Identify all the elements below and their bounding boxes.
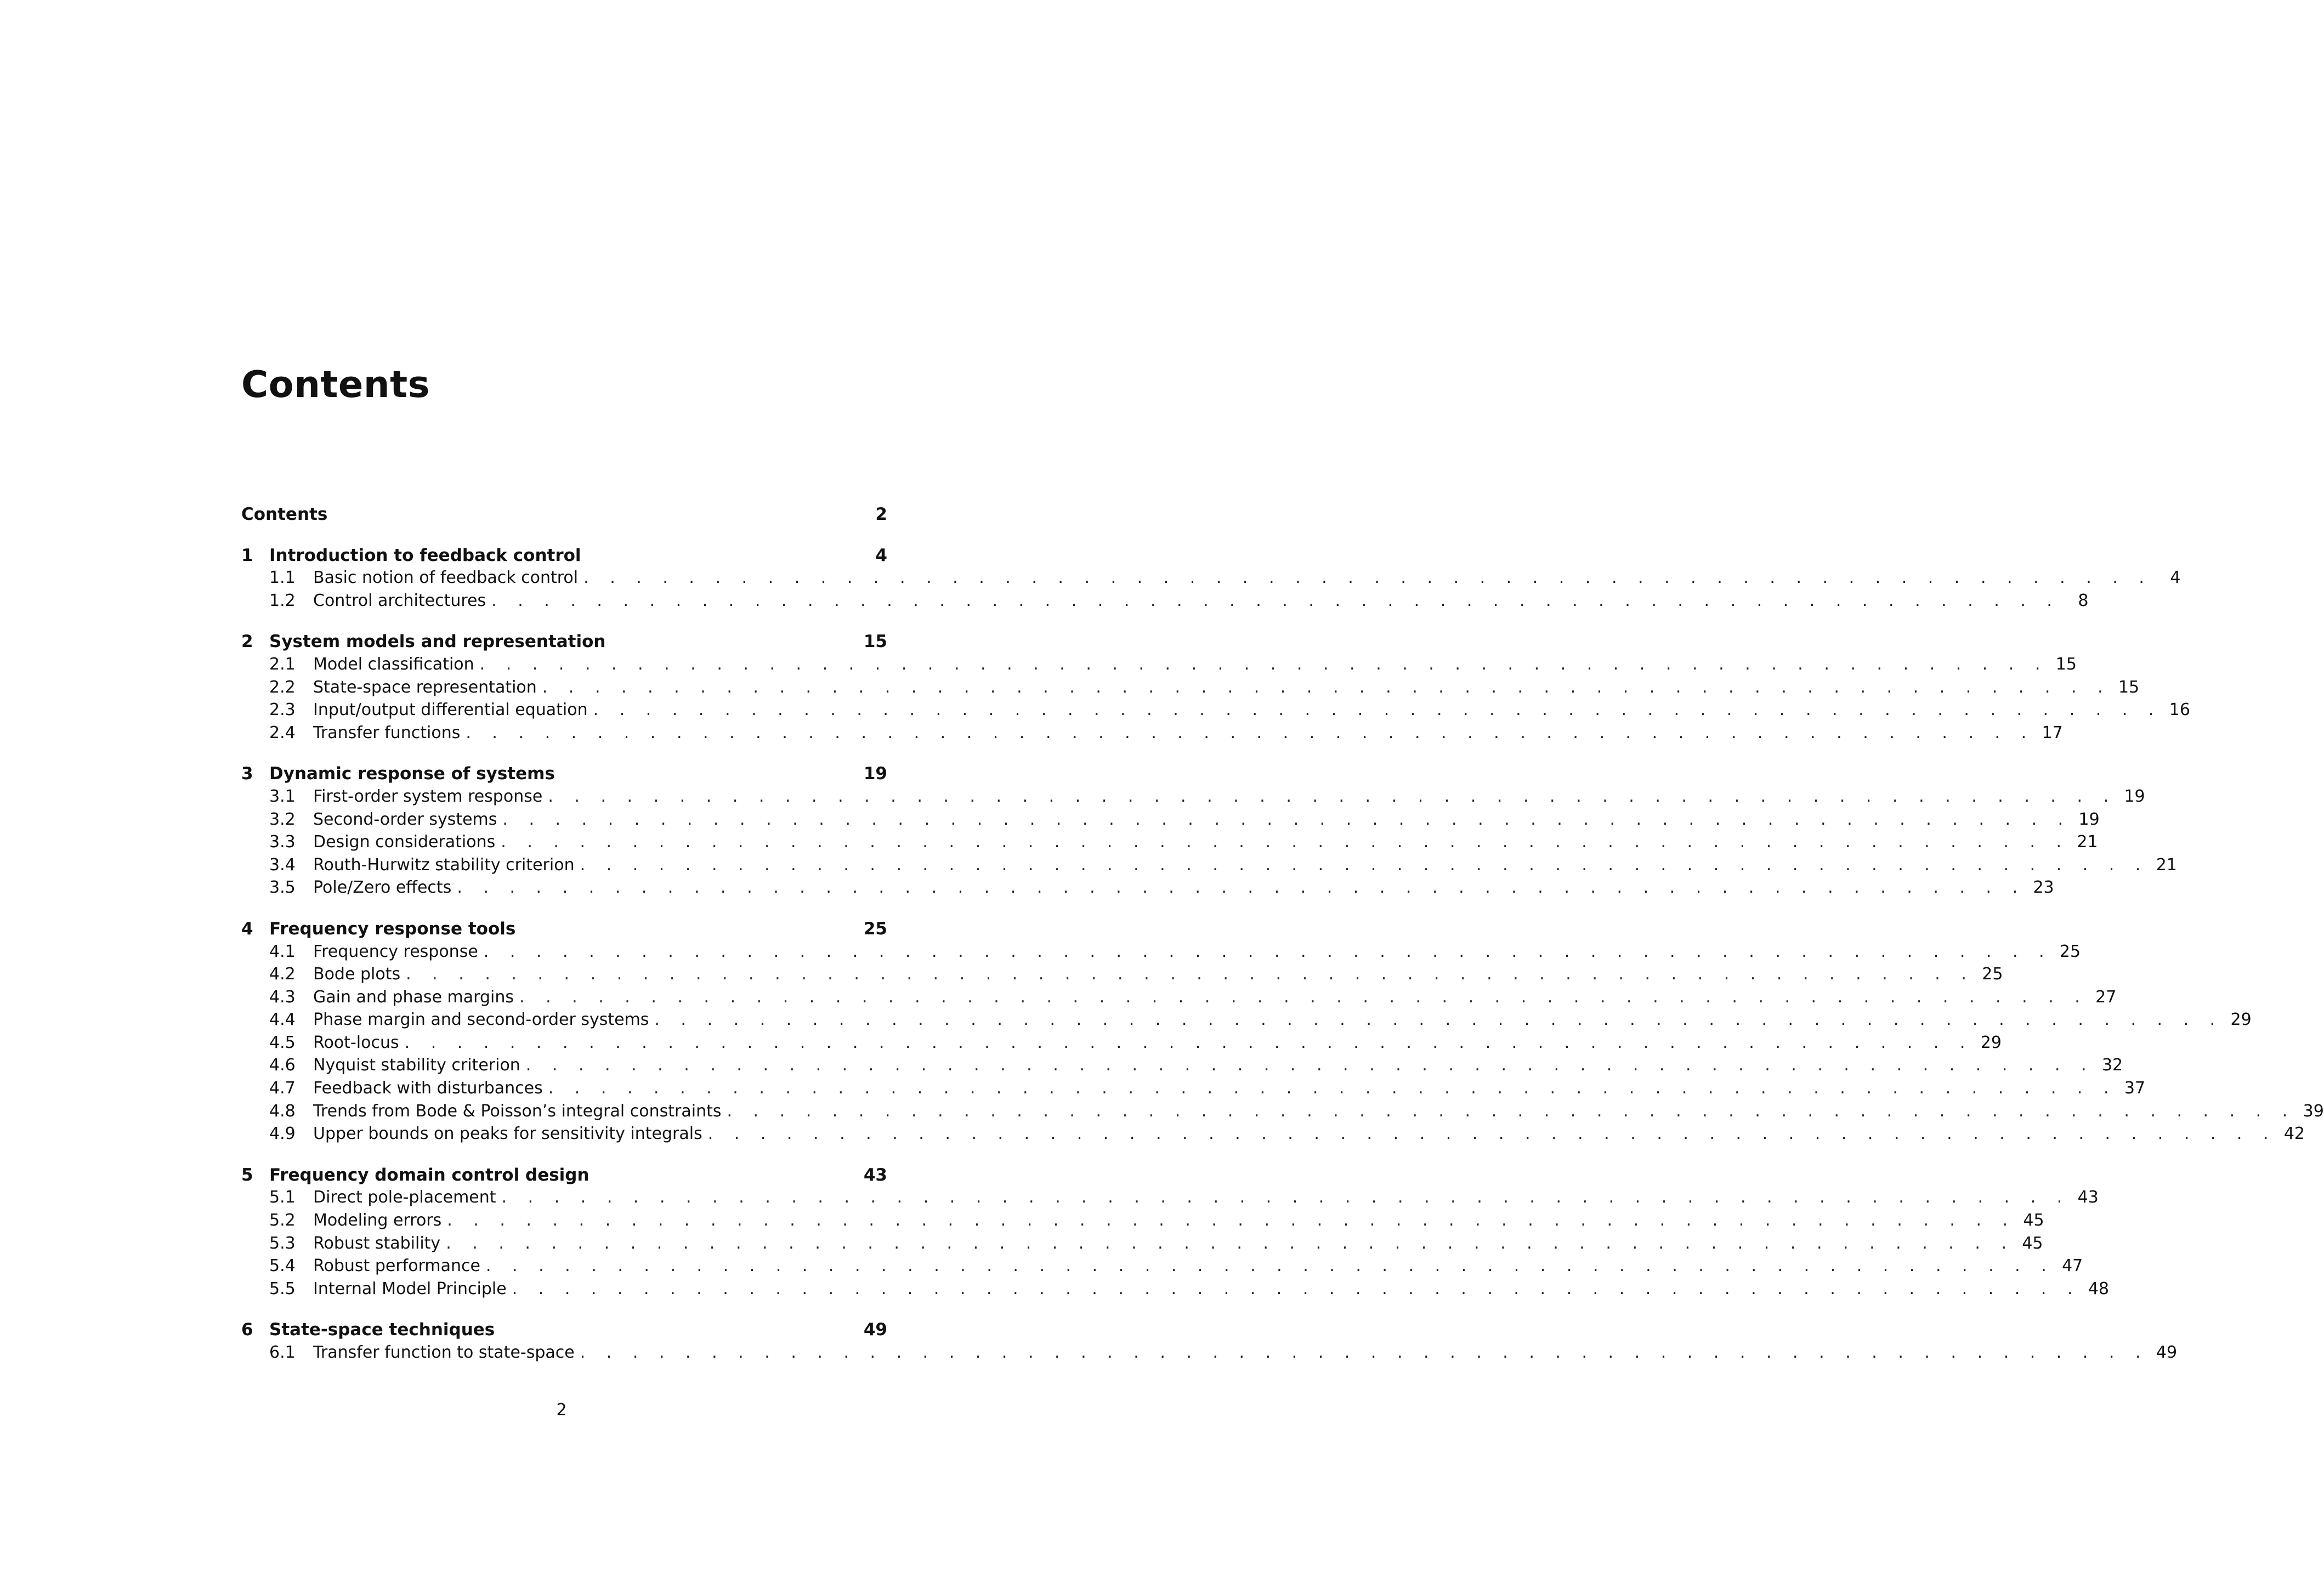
toc-chapter-entry[interactable]	[241, 919, 887, 942]
toc-section-title: Control architectures	[313, 591, 486, 610]
toc-chapter-entry[interactable]	[241, 1320, 887, 1343]
toc-leader-dots: . . . . . . . . . . . . . . . . . . . . . . . . . . . . . . . . . . . . . . . . . . . . . . . . . . . . . . . . . . . .	[485, 1256, 2055, 1276]
toc-section-entry[interactable]	[241, 1343, 2178, 1366]
toc-section-title: Transfer function to state-space	[313, 1343, 575, 1362]
toc-section-title: Nyquist stability criterion	[313, 1056, 520, 1075]
toc-chapter-title: Frequency domain control design	[269, 1165, 589, 1185]
toc-section-number: 2.1	[269, 654, 296, 674]
toc-leader-dots: . . . . . . . . . . . . . . . . . . . . . . . . . . . . . . . . . . . . . . . . . . . . . . . . . . . . . . . . . . . .	[512, 1279, 2081, 1298]
toc-section-entry[interactable]	[241, 654, 2077, 678]
toc-leader-dots: . . . . . . . . . . . . . . . . . . . . . . . . . . . . . . . . . . . . . . . . . . . . . . . . . . . . . . . . . . . .	[466, 723, 2034, 742]
toc-section-number: 2.4	[269, 723, 296, 742]
table-of-contents	[241, 504, 2324, 1366]
toc-section-entry[interactable]	[241, 1188, 2099, 1211]
toc-section-number: 3.5	[269, 878, 296, 898]
toc-chapter-entry[interactable]	[241, 764, 887, 787]
toc-chapter-number: 5	[241, 1165, 253, 1185]
toc-leader-dots: . . . . . . . . . . . . . . . . . . . . . . . . . . . . . . . . . . . . . . . . . . . . . . . . . . . . . . . . . . . .	[491, 591, 2060, 610]
toc-section-page: 17	[2042, 723, 2063, 742]
toc-section-title: Model classification	[313, 654, 474, 674]
toc-section-entry[interactable]	[241, 855, 2177, 878]
toc-gap	[241, 1302, 887, 1320]
toc-chapter-entry[interactable]	[241, 1165, 887, 1188]
toc-chapter-title: Frequency response tools	[269, 918, 516, 939]
toc-section-page: 39	[2303, 1101, 2324, 1121]
toc-section-number: 2.2	[269, 677, 296, 697]
toc-leader-dots: . . . . . . . . . . . . . . . . . . . . . . . . . . . . . . . . . . . . . . . . . . . . . . . . . . . . . . . . . . . .	[525, 1056, 2095, 1075]
toc-leader-dots: . . . . . . . . . . . . . . . . . . . . . . . . . . . . . . . . . . . . . . . . . . . . . . . . . . . . . . . . . . . .	[406, 965, 1975, 984]
toc-leader-dots: . . . . . . . . . . . . . . . . . . . . . . . . . . . . . . . . . . . . . . . . . . . . . . . . . . . . . . . . . . . .	[479, 654, 2048, 674]
toc-section-title: Robust performance	[313, 1256, 480, 1276]
toc-leader-dots: . . . . . . . . . . . . . . . . . . . . . . . . . . . . . . . . . . . . . . . . . . . . . . . . . . . . . . . . . . . .	[501, 1188, 2070, 1207]
toc-section-title: Phase margin and second-order systems	[313, 1010, 649, 1030]
toc-section-title: Internal Model Principle	[313, 1279, 507, 1298]
toc-section-title: First-order system response	[313, 786, 543, 806]
toc-section-title: Robust stability	[313, 1233, 441, 1253]
toc-section-number: 3.1	[269, 786, 296, 806]
toc-section-title: Routh-Hurwitz stability criterion	[313, 855, 575, 875]
toc-section-number: 3.3	[269, 832, 296, 852]
toc-chapter-number: 6	[241, 1320, 253, 1340]
toc-section-title: Bode plots	[313, 965, 401, 984]
toc-leader-dots: . . . . . . . . . . . . . . . . . . . . . . . . . . . . . . . . . . . . . . . . . . . . . . . . . . . . . . . . . . . .	[548, 1079, 2117, 1098]
toc-section-title: Gain and phase margins	[313, 987, 514, 1007]
toc-section-entry[interactable]	[241, 786, 2145, 810]
toc-chapter-number: 4	[241, 918, 253, 939]
toc-section-title: Root-locus	[313, 1033, 399, 1052]
toc-section-page: 27	[2095, 987, 2117, 1007]
toc-section-entry[interactable]	[241, 677, 2140, 701]
toc-leader-dots: . . . . . . . . . . . . . . . . . . . . . . . . . . . . . . . . . . . . . . . . . . . . . . . . . . . . . . . . . . . .	[580, 855, 2149, 875]
toc-section-page: 15	[2118, 677, 2140, 697]
toc-gap	[241, 901, 887, 919]
toc-chapter-page: 4	[875, 545, 887, 565]
toc-section-number: 5.2	[269, 1211, 296, 1230]
toc-section-page: 29	[2230, 1010, 2252, 1030]
toc-leader-dots: . . . . . . . . . . . . . . . . . . . . . . . . . . . . . . . . . . . . . . . . . . . . . . . . . . . . . . . . . . . .	[583, 568, 2152, 588]
toc-section-entry[interactable]	[241, 1256, 2083, 1279]
toc-section-number: 5.1	[269, 1188, 296, 1207]
toc-leader-dots: . . . . . . . . . . . . . . . . . . . . . . . . . . . . . . . . . . . . . . . . . . . . . . . . . . . . . . . . . . . .	[727, 1101, 2295, 1121]
toc-section-page: 25	[1982, 965, 2003, 984]
toc-section-entry[interactable]	[241, 1079, 2146, 1102]
toc-section-title: Design considerations	[313, 832, 496, 852]
toc-section-title: Basic notion of feedback control	[313, 568, 579, 588]
toc-section-title: Frequency response	[313, 942, 478, 961]
toc-entry-page: 2	[875, 504, 887, 524]
toc-section-page: 23	[2033, 878, 2054, 898]
toc-section-entry[interactable]	[241, 1211, 2044, 1234]
toc-section-page: 19	[2124, 786, 2145, 806]
toc-section-entry[interactable]	[241, 1124, 2305, 1147]
toc-gap	[241, 614, 887, 632]
toc-section-number: 4.2	[269, 965, 296, 984]
toc-leader-dots: . . . . . . . . . . . . . . . . . . . . . . . . . . . . . . . . . . . . . . . . . . . . . . . . . . . . . . . . . . . .	[502, 809, 2071, 829]
toc-section-title: Second-order systems	[313, 809, 497, 829]
toc-gap	[241, 746, 887, 764]
toc-section-entry[interactable]	[241, 1033, 2002, 1056]
toc-section-number: 4.9	[269, 1124, 296, 1144]
toc-chapter-number: 3	[241, 764, 253, 784]
toc-leader-dots: . . . . . . . . . . . . . . . . . . . . . . . . . . . . . . . . . . . . . . . . . . . . . . . . . . . . . . . . . . . .	[501, 832, 2070, 852]
toc-section-title: State-space representation	[313, 677, 537, 697]
toc-section-page: 47	[2062, 1256, 2083, 1276]
toc-chapter-page: 15	[863, 632, 887, 652]
toc-section-number: 4.7	[269, 1079, 296, 1098]
toc-section-page: 21	[2156, 855, 2177, 875]
page-number: 2	[556, 1400, 567, 1420]
toc-section-entry[interactable]	[241, 1279, 2109, 1302]
toc-section-page: 29	[1980, 1033, 2002, 1052]
toc-section-entry[interactable]	[241, 942, 2081, 965]
toc-section-entry[interactable]	[241, 987, 2117, 1011]
toc-chapter-title: System models and representation	[269, 632, 606, 652]
toc-gap	[241, 528, 887, 546]
toc-leader-dots: . . . . . . . . . . . . . . . . . . . . . . . . . . . . . . . . . . . . . . . . . . . . . . . . . . . . . . . . . . . .	[483, 942, 2053, 961]
toc-section-entry[interactable]	[241, 700, 2190, 723]
toc-section-page: 48	[2088, 1279, 2109, 1298]
toc-section-number: 5.4	[269, 1256, 296, 1276]
toc-section-number: 4.5	[269, 1033, 296, 1052]
toc-section-entry[interactable]	[241, 1233, 2043, 1257]
toc-leader-dots: . . . . . . . . . . . . . . . . . . . . . . . . . . . . . . . . . . . . . . . . . . . . . . . . . . . . . . . . . . . .	[654, 1010, 2223, 1030]
toc-leader-dots: . . . . . . . . . . . . . . . . . . . . . . . . . . . . . . . . . . . . . . . . . . . . . . . . . . . . . . . . . . . .	[548, 786, 2117, 806]
toc-section-page: 49	[2156, 1343, 2178, 1362]
toc-leader-dots: . . . . . . . . . . . . . . . . . . . . . . . . . . . . . . . . . . . . . . . . . . . . . . . . . . . . . . . . . . . .	[457, 878, 2026, 898]
toc-section-page: 32	[2101, 1056, 2123, 1075]
toc-leader-dots: . . . . . . . . . . . . . . . . . . . . . . . . . . . . . . . . . . . . . . . . . . . . . . . . . . . . . . . . . . . .	[707, 1124, 2277, 1144]
toc-section-title: Feedback with disturbances	[313, 1079, 543, 1098]
toc-section-number: 4.6	[269, 1056, 296, 1075]
toc-section-entry[interactable]	[241, 1056, 2123, 1079]
toc-chapter-title: State-space techniques	[269, 1320, 495, 1340]
toc-section-page: 19	[2078, 809, 2100, 829]
toc-section-page: 42	[2283, 1124, 2305, 1144]
toc-section-entry[interactable]	[241, 568, 2181, 591]
toc-section-number: 4.8	[269, 1101, 296, 1121]
toc-chapter-title: Introduction to feedback control	[269, 545, 581, 565]
toc-section-page: 16	[2169, 700, 2190, 720]
toc-chapter-title: Dynamic response of systems	[269, 764, 555, 784]
toc-section-entry[interactable]	[241, 965, 2003, 988]
toc-section-entry[interactable]	[241, 809, 2100, 833]
toc-chapter-page: 19	[863, 764, 887, 784]
toc-section-number: 2.3	[269, 700, 296, 720]
toc-section-page: 45	[2022, 1233, 2043, 1253]
toc-section-number: 4.1	[269, 942, 296, 961]
toc-section-page: 45	[2023, 1211, 2044, 1230]
toc-section-page: 21	[2077, 832, 2098, 852]
toc-section-entry[interactable]	[241, 591, 2089, 614]
toc-section-title: Transfer functions	[313, 723, 461, 742]
toc-section-number: 3.2	[269, 809, 296, 829]
toc-leader-dots: . . . . . . . . . . . . . . . . . . . . . . . . . . . . . . . . . . . . . . . . . . . . . . . . . . . . . . . . . . . .	[404, 1033, 1973, 1052]
toc-section-page: 15	[2055, 654, 2077, 674]
toc-leader-dots: . . . . . . . . . . . . . . . . . . . . . . . . . . . . . . . . . . . . . . . . . . . . . . . . . . . . . . . . . . . .	[447, 1211, 2016, 1230]
toc-section-entry[interactable]	[241, 878, 2054, 901]
toc-chapter-entry[interactable]	[241, 632, 887, 655]
toc-leader-dots: . . . . . . . . . . . . . . . . . . . . . . . . . . . . . . . . . . . . . . . . . . . . . . . . . . . . . . . . . . . .	[446, 1233, 2015, 1253]
toc-section-title: Trends from Bode & Poisson’s integral constraints	[313, 1101, 722, 1121]
toc-section-number: 3.4	[269, 855, 296, 875]
toc-section-page: 4	[2170, 568, 2181, 588]
toc-leader-dots: . . . . . . . . . . . . . . . . . . . . . . . . . . . . . . . . . . . . . . . . . . . . . . . . . . . . . . . . . . . .	[580, 1343, 2149, 1362]
toc-leader-dots: . . . . . . . . . . . . . . . . . . . . . . . . . . . . . . . . . . . . . . . . . . . . . . . . . . . . . . . . . . . .	[542, 677, 2111, 697]
toc-gap	[241, 1147, 887, 1165]
toc-section-number: 4.4	[269, 1010, 296, 1030]
toc-chapter-entry[interactable]	[241, 546, 887, 569]
toc-chapter-page: 43	[863, 1165, 887, 1185]
toc-section-entry[interactable]	[241, 1101, 2324, 1125]
toc-section-entry[interactable]	[241, 723, 2063, 746]
toc-section-number: 4.3	[269, 987, 296, 1007]
page-title: Contents	[241, 363, 430, 406]
toc-chapter-page: 49	[863, 1320, 887, 1340]
toc-contents-entry[interactable]	[241, 504, 887, 528]
toc-entry-title: Contents	[241, 504, 328, 524]
toc-section-title: Upper bounds on peaks for sensitivity integrals	[313, 1124, 702, 1144]
toc-chapter-number: 1	[241, 545, 253, 565]
toc-section-page: 25	[2059, 942, 2081, 961]
toc-section-number: 1.2	[269, 591, 296, 610]
toc-section-number: 6.1	[269, 1343, 296, 1362]
toc-section-number: 1.1	[269, 568, 296, 588]
toc-leader-dots: . . . . . . . . . . . . . . . . . . . . . . . . . . . . . . . . . . . . . . . . . . . . . . . . . . . . . . . . . . . .	[593, 700, 2162, 720]
toc-leader-dots: . . . . . . . . . . . . . . . . . . . . . . . . . . . . . . . . . . . . . . . . . . . . . . . . . . . . . . . . . . . .	[519, 987, 2088, 1007]
toc-section-page: 37	[2124, 1079, 2146, 1098]
toc-section-page: 43	[2077, 1188, 2099, 1207]
toc-section-title: Pole/Zero effects	[313, 878, 452, 898]
toc-section-entry[interactable]	[241, 1010, 2252, 1033]
toc-section-entry[interactable]	[241, 832, 2098, 855]
toc-section-number: 5.5	[269, 1279, 296, 1298]
toc-chapter-number: 2	[241, 632, 253, 652]
toc-section-title: Modeling errors	[313, 1211, 442, 1230]
toc-chapter-page: 25	[863, 918, 887, 939]
toc-section-page: 8	[2078, 591, 2089, 610]
toc-section-title: Direct pole-placement	[313, 1188, 496, 1207]
toc-section-number: 5.3	[269, 1233, 296, 1253]
toc-section-title: Input/output differential equation	[313, 700, 588, 720]
